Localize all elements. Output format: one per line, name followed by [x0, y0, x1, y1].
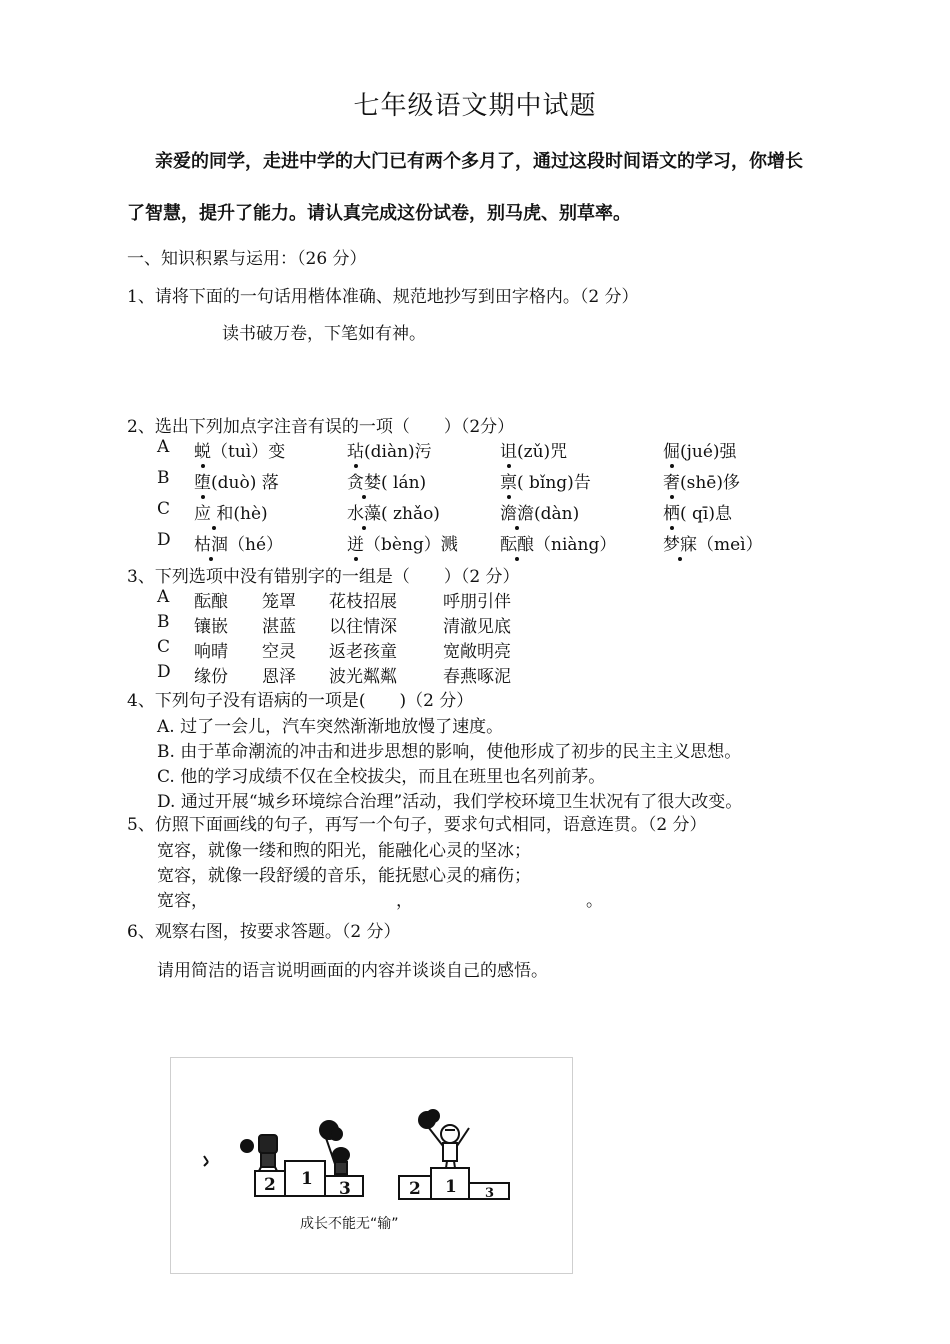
q2-option-letter: D [157, 530, 171, 550]
q4-option-c: C. 他的学习成绩不仅在全校拔尖，而且在班里也名列前茅。 [157, 767, 606, 787]
podium-left-number-3: 3 [339, 1179, 351, 1199]
q2-option-item [347, 499, 440, 524]
intro-line-1: 亲爱的同学，走进中学的大门已有两个多月了，通过这段时间语文的学习，你增长 [155, 151, 803, 172]
figure-left-winner-shadow [241, 1135, 277, 1171]
q2-option-item [663, 437, 737, 462]
dotted-character: 水藻 [347, 504, 381, 524]
q3-stem: 3、下列选项中没有错别字的一组是（ ）（2 分） [127, 567, 520, 587]
q5-line-2: 宽容，就像一段舒缓的音乐，能抚慰心灵的痛伤； [157, 866, 531, 886]
q3-option-word: 呼朋引伴 [443, 592, 511, 612]
q3-option-word: 清澈见底 [443, 617, 511, 637]
q3-option-word: 空灵 [262, 642, 296, 662]
q5-blank-start: 宽容， [157, 891, 208, 911]
q2-option-item [194, 437, 285, 462]
podium-drawing [171, 1058, 572, 1273]
podium-left-number-1: 1 [301, 1169, 313, 1189]
figure-right-first-with-flowers [419, 1110, 469, 1168]
q3-option-letter: D [157, 662, 171, 682]
q3-option-letter: C [157, 637, 171, 657]
q2-option-item [194, 530, 283, 555]
pinyin-annotation: （bèng）溅 [364, 535, 458, 555]
q4-option-a: A. 过了一会儿，汽车突然渐渐地放慢了速度。 [157, 717, 504, 737]
q2-option-item [347, 468, 426, 493]
pinyin-annotation: ( lán) [381, 473, 427, 493]
pinyin-annotation: (jué)强 [680, 442, 737, 462]
pinyin-annotation: (hè) [233, 504, 268, 524]
sparkle-marks [204, 1156, 208, 1166]
q3-option-word: 酝酿 [194, 592, 228, 612]
q2-option-item [663, 530, 763, 555]
dotted-character: 梦寐 [663, 535, 697, 555]
pinyin-annotation: （niàng） [534, 535, 617, 555]
q3-option-letter: B [157, 612, 170, 632]
q2-option-item [194, 468, 279, 493]
q3-option-letter: A [157, 587, 170, 607]
dotted-character: 倔 [663, 442, 680, 462]
pinyin-annotation: (dàn) [534, 504, 580, 524]
q1-stem: 1、请将下面的一句话用楷体准确、规范地抄写到田字格内。（2 分） [127, 287, 639, 307]
pinyin-annotation: (shē)侈 [680, 473, 740, 493]
dotted-character: 澹澹 [500, 504, 534, 524]
q3-option-word: 响晴 [194, 642, 228, 662]
q2-option-item [663, 499, 732, 524]
dotted-character: 迸 [347, 535, 364, 555]
q3-option-word: 笼罩 [262, 592, 296, 612]
pinyin-annotation: ( bǐng)告 [517, 473, 591, 493]
dotted-character: 诅 [500, 442, 517, 462]
dotted-character: 玷 [347, 442, 364, 462]
dotted-character: 堕 [194, 473, 211, 493]
page-title: 七年级语文期中试题 [353, 91, 597, 121]
q2-option-letter: B [157, 468, 170, 488]
q2-option-item [500, 530, 616, 555]
pinyin-annotation: ( qī)息 [680, 504, 732, 524]
intro-line-2: 了智慧，提升了能力。请认真完成这份试卷，别马虎、别草率。 [127, 203, 631, 224]
podium-left-number-2: 2 [264, 1175, 276, 1195]
podium-illustration [170, 1057, 573, 1274]
q3-option-word: 恩泽 [262, 667, 296, 687]
q3-option-word: 宽敞明亮 [443, 642, 511, 662]
dotted-character: 酝酿 [500, 535, 534, 555]
q5-blank-comma: ， [396, 891, 413, 911]
q3-option-word: 缘份 [194, 667, 228, 687]
dotted-character: 蜕 [194, 442, 211, 462]
podium-right-number-2: 2 [409, 1179, 421, 1199]
q4-stem: 4、下列句子没有语病的一项是( )（2 分） [127, 691, 474, 711]
q2-option-letter: A [157, 437, 170, 457]
q3-option-word: 以往情深 [329, 617, 397, 637]
q5-blank-end: 。 [586, 891, 603, 911]
q2-option-item [500, 499, 579, 524]
dotted-character: 栖 [663, 504, 680, 524]
illustration-caption: 成长不能无“输” [300, 1216, 399, 1232]
q2-option-item [500, 468, 591, 493]
q5-line-1: 宽容，就像一缕和煦的阳光，能融化心灵的坚冰； [157, 841, 531, 861]
q2-option-item [347, 437, 432, 462]
q4-option-b: B. 由于革命潮流的冲击和进步思想的影响，使他形成了初步的民主主义思想。 [157, 742, 742, 762]
q2-option-item [347, 530, 458, 555]
q3-option-word: 返老孩童 [329, 642, 397, 662]
podium-right-number-3: 3 [485, 1186, 495, 1201]
q3-option-word: 春燕啄泥 [443, 667, 511, 687]
q4-option-d: D. 通过开展“城乡环境综合治理”活动，我们学校环境卫生状况有了很大改变。 [157, 792, 743, 812]
q3-option-word: 湛蓝 [262, 617, 296, 637]
q2-option-letter: C [157, 499, 171, 519]
dotted-character: 禀 [500, 473, 517, 493]
q3-option-word: 花枝招展 [329, 592, 397, 612]
q3-option-word: 波光粼粼 [329, 667, 397, 687]
pinyin-annotation: （tuì）变 [211, 442, 286, 462]
q6-stem: 6、观察右图，按要求答题。（2 分） [127, 922, 401, 942]
q2-option-item [194, 499, 268, 524]
pinyin-annotation: (zǔ)咒 [517, 442, 568, 462]
pinyin-annotation: （meì） [697, 535, 763, 555]
dotted-character: 贪婪 [347, 473, 381, 493]
q1-sentence: 读书破万卷，下笔如有神。 [222, 324, 426, 344]
pinyin-annotation: (diàn)污 [364, 442, 432, 462]
pinyin-annotation: (duò) 落 [211, 473, 279, 493]
q2-stem: 2、选出下列加点字注音有误的一项（ ）（2分） [127, 417, 515, 437]
pinyin-annotation: ( zhǎo) [381, 504, 440, 524]
q6-prompt: 请用简洁的语言说明画面的内容并谈谈自己的感悟。 [157, 961, 548, 981]
section-heading: 一、知识积累与运用：（26 分） [127, 249, 367, 269]
q2-option-item [500, 437, 567, 462]
podium-right-number-1: 1 [445, 1177, 457, 1197]
dotted-character: 应 和 [194, 504, 234, 524]
dotted-character: 枯涸 [194, 535, 228, 555]
q3-option-word: 镶嵌 [194, 617, 228, 637]
pinyin-annotation: （hé） [228, 535, 284, 555]
q5-stem: 5、仿照下面画线的句子，再写一个句子，要求句式相同，语意连贯。（2 分） [127, 815, 707, 835]
q2-option-item [663, 468, 740, 493]
dotted-character: 奢 [663, 473, 680, 493]
